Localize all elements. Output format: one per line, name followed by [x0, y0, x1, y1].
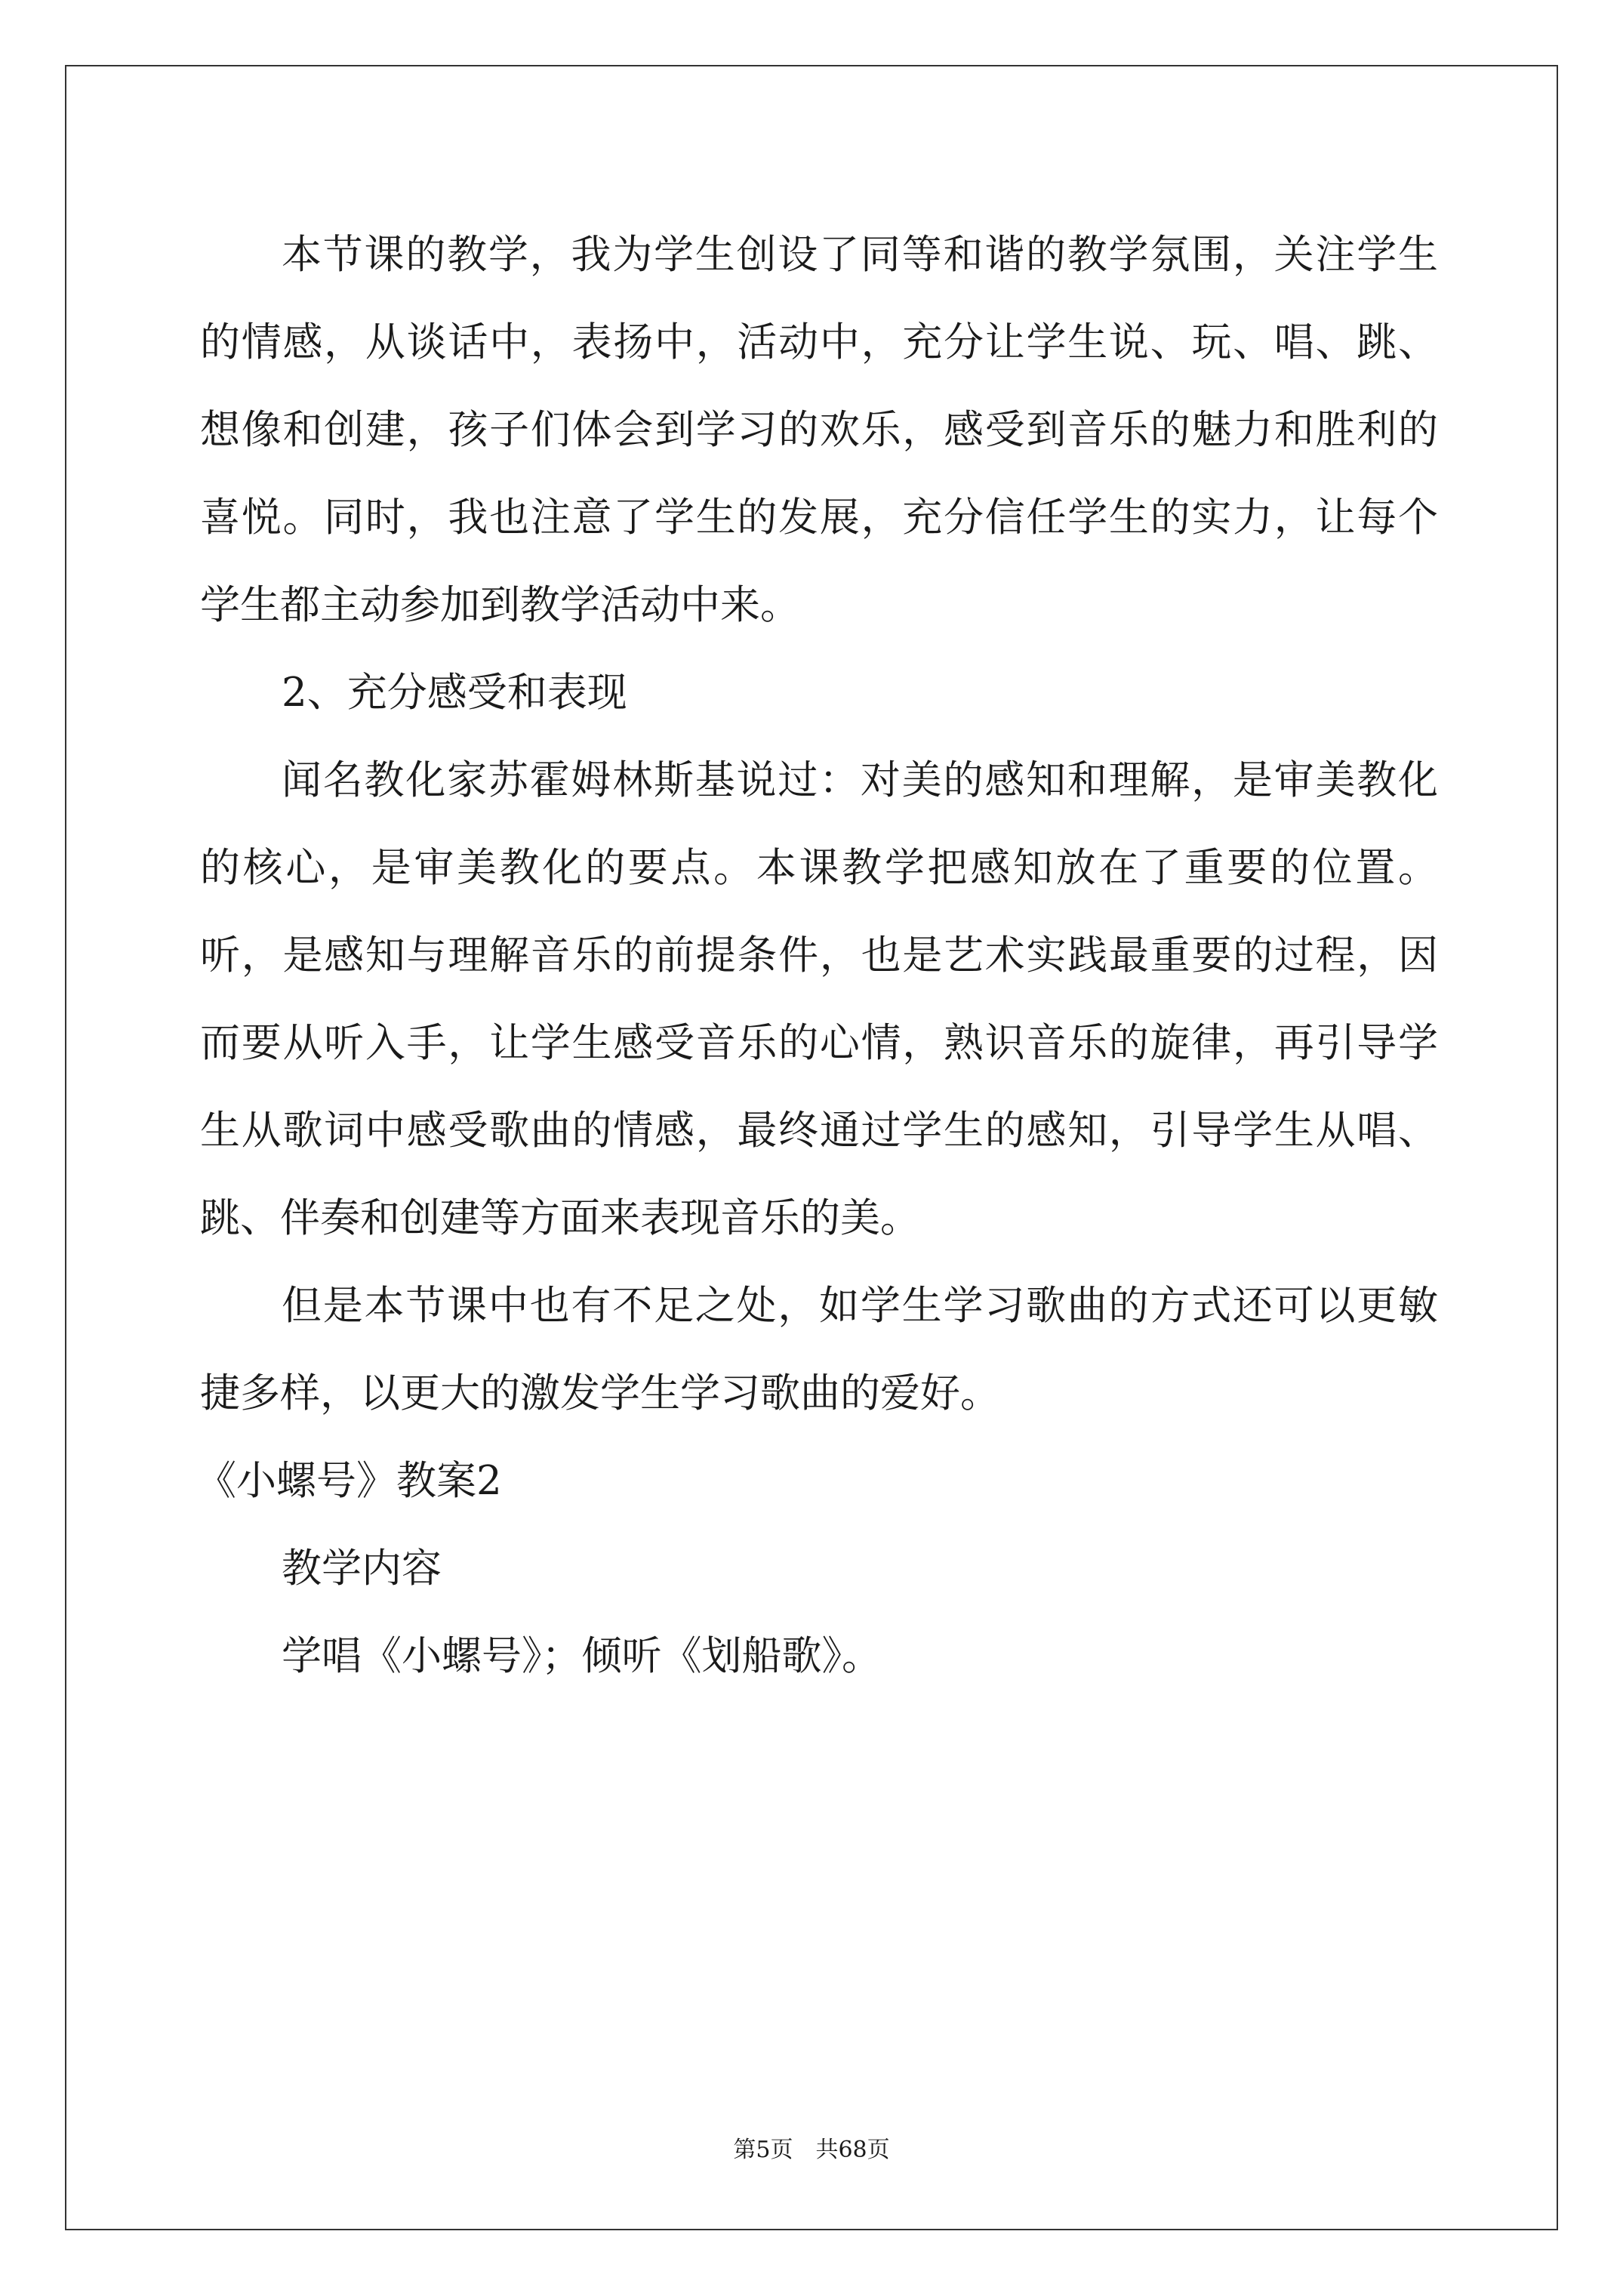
document-body — [196, 211, 1438, 1700]
paragraph-teaching-atmosphere: 本节课的教学，我为学生创设了同等和谐的教学氛围，关注学生的情感，从谈话中，表扬中，活动中，充分让学生说、玩、唱、跳、想像和创建，孩子们体会到学习的欢乐，感受到音乐的魅力和胜利的喜悦。同时，我也注意了学生的发展，充分信任学生的实力，让每个学生都主动参加到教学活动中来。 — [200, 232, 1438, 628]
paragraph-teaching-content: 学唱《小螺号》；倾听《划船歌》。 — [282, 1633, 882, 1679]
page-number: 第5页 共68页 — [733, 2137, 890, 2163]
paragraph-shortcomings: 但是本节课中也有不足之处，如学生学习歌曲的方式还可以更敏捷多样，以更大的激发学生学习歌曲的爱好。 — [200, 1283, 1438, 1416]
section-heading-teaching-content: 教学内容 — [282, 1546, 442, 1592]
paragraph-perception: 闻名教化家苏霍姆林斯基说过：对美的感知和理解，是审美教化的核心，是审美教化的要点。本课教学把感知放在了重要的位置。听，是感知与理解音乐的前提条件，也是艺术实践最重要的过程，因而要从听入手，让学生感受音乐的心情，熟识音乐的旋律，再引导学生从歌词中感受歌曲的情感，最终通过学生的感知，引导学生从唱、跳、伴奏和创建等方面来表现音乐的美。 — [200, 757, 1438, 1241]
section-heading-feel-and-express: 2、充分感受和表现 — [282, 670, 627, 716]
lesson-plan-title: 《小螺号》教案2 — [196, 1458, 502, 1504]
